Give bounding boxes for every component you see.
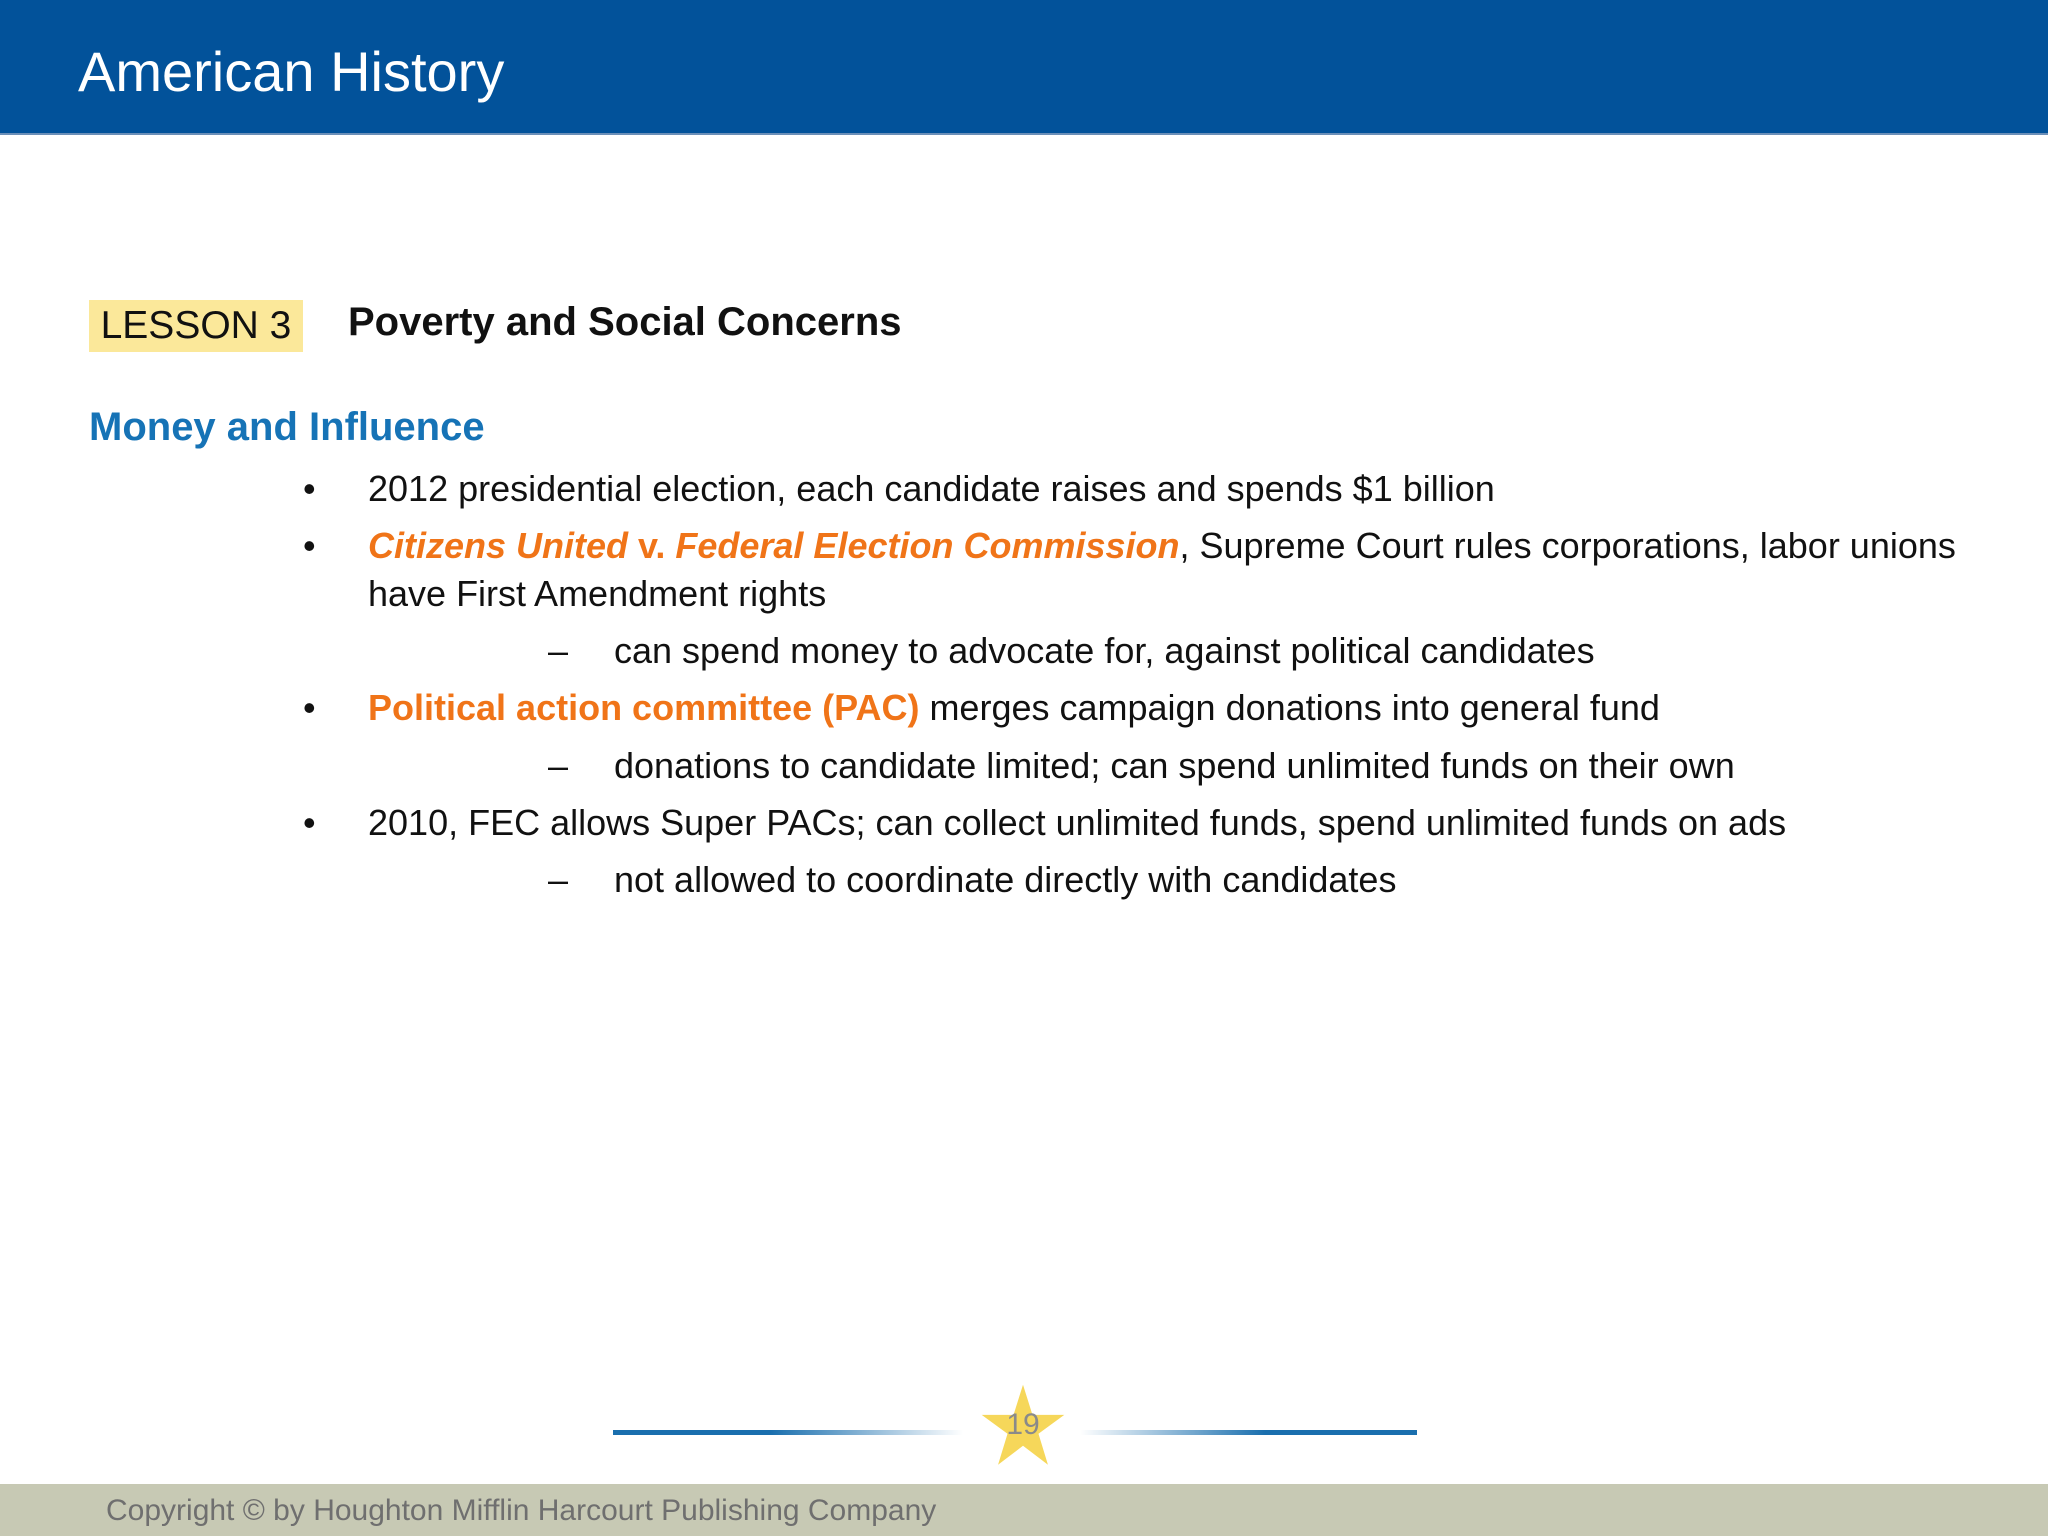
copyright-text: Copyright © by Houghton Mifflin Harcourt Publishing Company	[106, 1494, 937, 1527]
footer-divider-left	[613, 1430, 963, 1435]
pac-term: Political action committee (PAC)	[368, 687, 920, 728]
bullet-item-2-text: , Supreme Court rules corporations, labor unions	[1179, 525, 1956, 566]
lesson-badge: LESSON 3	[89, 300, 303, 352]
app-title: American History	[78, 40, 505, 103]
bullet-item-2-continuation: have First Amendment rights	[368, 573, 827, 614]
bullet-item-3	[368, 684, 1660, 732]
bullet-marker: •	[303, 687, 316, 728]
bullet-item-3-text: merges campaign donations into general fund	[919, 687, 1660, 728]
bullet-item-1: 2012 presidential election, each candidate raises and spends $1 billion	[368, 468, 1495, 509]
dash-marker: –	[548, 630, 569, 671]
sub-item-4: not allowed to coordinate directly with candidates	[614, 859, 1397, 900]
lesson-title: Poverty and Social Concerns	[348, 300, 902, 344]
sub-item-3: donations to candidate limited; can spend unlimited funds on their own	[614, 745, 1735, 786]
dash-marker: –	[548, 745, 569, 786]
case-name-term: Citizens United	[368, 525, 629, 566]
bullet-marker: •	[303, 525, 316, 566]
sub-item-2: can spend money to advocate for, against political candidates	[614, 630, 1595, 671]
case-name-term: Federal Election Commission	[675, 525, 1180, 566]
bullet-marker: •	[303, 468, 316, 509]
case-name-versus: v.	[628, 525, 676, 566]
footer-divider-right	[1080, 1430, 1417, 1435]
page-number: 19	[1006, 1408, 1040, 1441]
dash-marker: –	[548, 859, 569, 900]
bullet-item-4: 2010, FEC allows Super PACs; can collect unlimited funds, spend unlimited funds on ads	[368, 802, 1787, 843]
bullet-marker: •	[303, 802, 316, 843]
bullet-item-2	[368, 522, 1956, 570]
section-heading: Money and Influence	[89, 405, 485, 449]
